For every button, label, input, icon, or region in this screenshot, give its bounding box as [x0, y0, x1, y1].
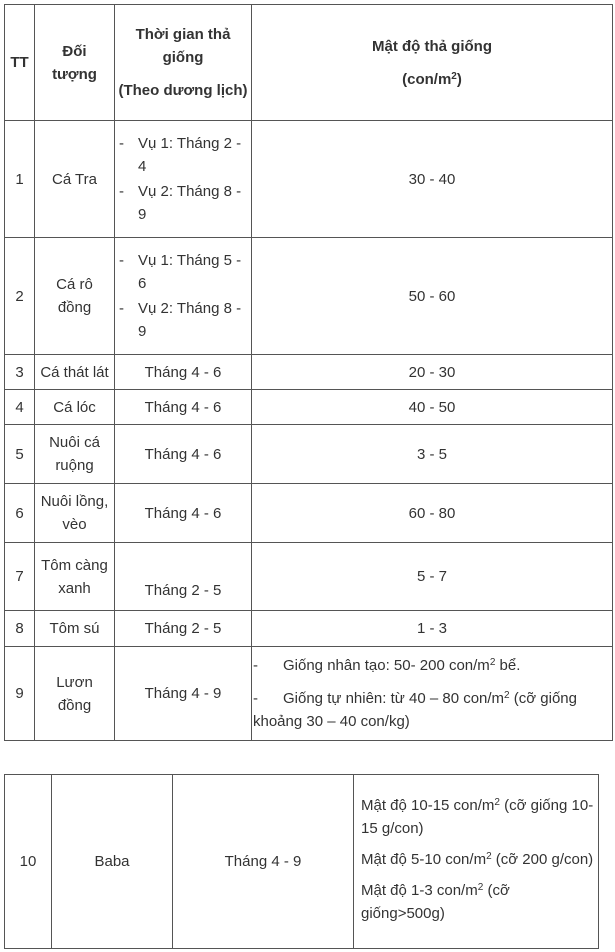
schedule-item: - Vụ 2: Tháng 8 - 9 — [119, 300, 242, 340]
row-density: 60 - 80 — [252, 484, 613, 543]
row-density: 50 - 60 — [252, 238, 613, 355]
row-subject: Cá Tra — [35, 121, 115, 238]
row-number: 3 — [5, 355, 35, 390]
density-item: Mật độ 1-3 con/$m^2$ (cỡ giống>500g) — [361, 882, 510, 922]
row-density: 5 - 7 — [252, 543, 613, 611]
table-row — [5, 355, 613, 390]
table-row — [5, 543, 613, 611]
row-subject: Cá thát lát — [35, 355, 115, 390]
density-item: Mật độ 10-15 con/$m^2$ (cỡ giống 10-15 g/con) — [361, 797, 594, 837]
row-number: 6 — [5, 484, 35, 543]
row-number: 10 — [5, 775, 52, 949]
row-subject: Tôm càng xanh — [35, 543, 115, 611]
row-time: Tháng 4 - 6 — [115, 484, 252, 543]
row-subject: Cá lóc — [35, 390, 115, 425]
table-row — [5, 121, 613, 238]
table-row — [5, 484, 613, 543]
density-item: - Giống nhân tạo: 50- 200 con/$m^2$ bể. — [253, 657, 521, 674]
row-subject: Lươn đồng — [35, 647, 115, 741]
row-subject: Nuôi lồng, vèo — [35, 484, 115, 543]
row-time: Tháng 4 - 9 — [115, 647, 252, 741]
row-subject: Cá rô đồng — [35, 238, 115, 355]
schedule-item: - Vụ 1: Tháng 5 - 6 — [119, 252, 242, 292]
table-row — [5, 611, 613, 647]
row-time: Tháng 2 - 5 — [115, 611, 252, 647]
table-row — [5, 390, 613, 425]
row-density: 1 - 3 — [252, 611, 613, 647]
header-density — [252, 5, 613, 121]
row-number: 5 — [5, 425, 35, 484]
header-density-main: Mật độ thả giống — [372, 37, 492, 55]
row-number: 7 — [5, 543, 35, 611]
schedule-item: - Vụ 2: Tháng 8 - 9 — [119, 183, 242, 223]
density-item: - Giống tự nhiên: từ 40 – 80 con/$m^2$ (cỡ giống khoảng 30 – 40 con/kg) — [253, 690, 577, 730]
row-density: 3 - 5 — [252, 425, 613, 484]
stocking-table — [4, 4, 613, 741]
table-row — [5, 238, 613, 355]
schedule-item: - Vụ 1: Tháng 2 - 4 — [119, 135, 242, 175]
row-time: Tháng 4 - 6 — [115, 355, 252, 390]
row-density: 20 - 30 — [252, 355, 613, 390]
row-density — [354, 775, 599, 949]
table-row — [5, 775, 599, 949]
row-time: Tháng 4 - 9 — [173, 775, 354, 949]
row-density: 40 - 50 — [252, 390, 613, 425]
header-row — [5, 5, 613, 121]
density-item: Mật độ 5-10 con/$m^2$ (cỡ 200 g/con) — [361, 851, 594, 868]
header-density-unit: $(con/m^2)$ — [402, 70, 462, 88]
header-subject: Đối tượng — [35, 5, 115, 121]
row-number: 2 — [5, 238, 35, 355]
stocking-table-continued — [4, 774, 599, 949]
row-number: 8 — [5, 611, 35, 647]
row-schedule — [115, 238, 252, 355]
row-density — [252, 647, 613, 741]
row-subject: Baba — [52, 775, 173, 949]
row-number: 1 — [5, 121, 35, 238]
row-time: Tháng 4 - 6 — [115, 425, 252, 484]
row-time: Tháng 2 - 5 — [115, 543, 252, 611]
header-time-main: Thời gian thả giống — [135, 26, 231, 66]
row-number: 4 — [5, 390, 35, 425]
row-time: Tháng 4 - 6 — [115, 390, 252, 425]
row-subject: Tôm sú — [35, 611, 115, 647]
row-subject: Nuôi cá ruộng — [35, 425, 115, 484]
header-tt: TT — [5, 5, 35, 121]
table-row — [5, 647, 613, 741]
header-time — [115, 5, 252, 121]
row-schedule — [115, 121, 252, 238]
table-row — [5, 425, 613, 484]
header-time-note: (Theo dương lịch) — [118, 82, 248, 99]
row-density: 30 - 40 — [252, 121, 613, 238]
row-number: 9 — [5, 647, 35, 741]
